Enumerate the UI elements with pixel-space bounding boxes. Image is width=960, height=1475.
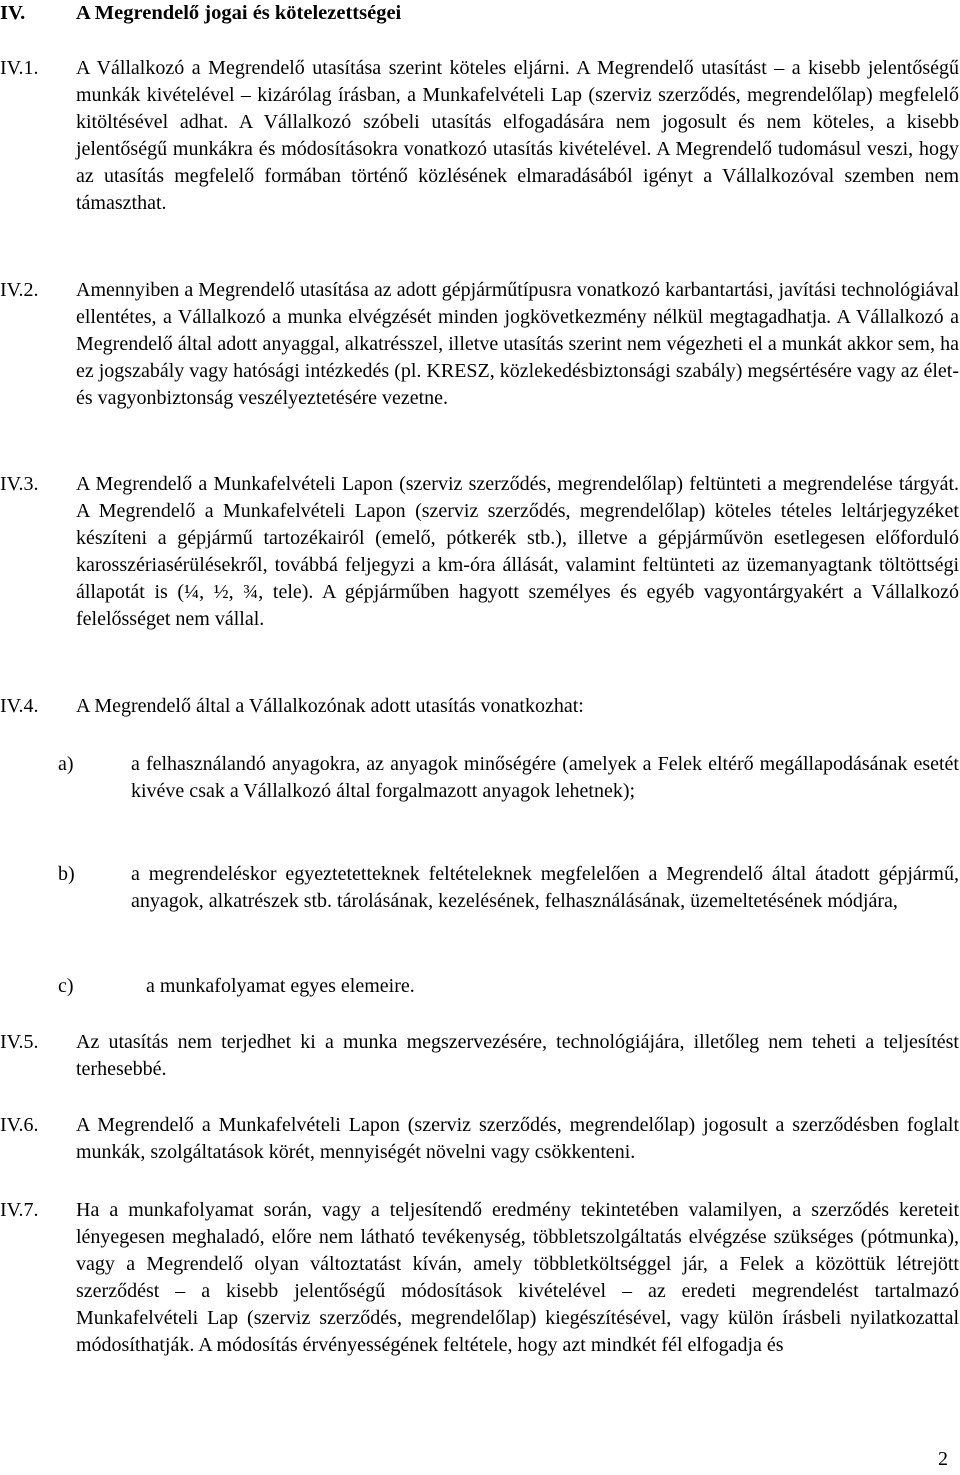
list-item-text: a felhasználandó anyagokra, az anyagok minőségére (amelyek a Felek eltérő megállapodásának esetét kivéve csak a Vállalkozó által forgalmazott anyagok lehetnek);: [131, 753, 959, 803]
section-iv-3: [0, 471, 960, 634]
list-item-b: [0, 861, 960, 915]
section-number: IV.6.: [0, 1114, 39, 1136]
section-number: IV.7.: [0, 1199, 39, 1221]
chapter-title: A Megrendelő jogai és kötelezettségei: [76, 2, 402, 24]
section-text: A Vállalkozó a Megrendelő utasítása szerint köteles eljárni. A Megrendelő utasítást – a kisebb jelentőségű munkák kivételével – kizárólag írásban, a Munkafelvételi Lap (szerviz szerződés, megrendelőlap) megfelelő kitöltésével adhat. A Vállalkozó szóbeli utasítás elfogadására nem jogosult és nem köteles, a kisebb jelentőségű munkákra és módosításokra vonatkozó utasítás kivételével. A Megrendelő tudomásul veszi, hogy az utasítás megfelelő formában történő közlésének elmaradásából igényt a Vállalkozóval szemben nem támaszthat.: [76, 57, 959, 215]
page-number: 2: [938, 1448, 948, 1470]
section-text: A Megrendelő a Munkafelvételi Lapon (szerviz szerződés, megrendelőlap) feltünteti a megrendelése tárgyát. A Megrendelő a Munkafelvételi Lapon (szerviz szerződés, megrendelőlap) köteles tételes leltárjegyzéket készíteni a gépjármű tartozékairól (emelő, pótkerék stb.), illetve a gépjárművön esetlegesen előforduló karosszériasérülésekről, továbbá feljegyzi a km-óra állását, valamint feltünteti az üzemanyagtank töltöttségi állapotát is (¼, ½, ¾, tele). A gépjárműben hagyott személyes és egyéb vagyontárgyakért a Vállalkozó felelősséget nem vállal.: [76, 473, 959, 631]
list-item-label: a): [58, 753, 74, 775]
section-iv-5: [0, 1029, 960, 1083]
section-iv-2: [0, 277, 960, 412]
section-number: IV.1.: [0, 57, 39, 79]
section-iv-4: [0, 693, 960, 720]
section-iv-1: [0, 55, 960, 218]
section-iv-6: [0, 1112, 960, 1166]
section-number: IV.2.: [0, 279, 39, 301]
list-item-text: a megrendeléskor egyeztetetteknek feltételeknek megfelelően a Megrendelő által átadott gépjármű, anyagok, alkatrészek stb. tárolásának, kezelésének, felhasználásának, üzemeltetésének módjára,: [131, 863, 959, 913]
section-number: IV.4.: [0, 695, 39, 717]
section-number: IV.5.: [0, 1031, 39, 1053]
section-text: Amennyiben a Megrendelő utasítása az adott gépjárműtípusra vonatkozó karbantartási, javítási technológiával ellentétes, a Vállalkozó a munka elvégzését minden jogkövetkezmény nélkül megtagadhatja. A Vállalkozó a Megrendelő által adott anyaggal, alkatrésszel, illetve utasítás szerint nem végezheti el a munkát akkor sem, ha ez jogszabály vagy hatósági intézkedés (pl. KRESZ, közlekedésbiztonsági szabály) megsértésére vagy az élet- és vagyonbiztonság veszélyeztetésére vezetne.: [76, 279, 959, 410]
section-text: Az utasítás nem terjedhet ki a munka megszervezésére, technológiájára, illetőleg nem teheti a teljesítést terhesebbé.: [76, 1031, 959, 1081]
chapter-number: IV.: [0, 2, 26, 24]
list-item-label: b): [58, 863, 75, 885]
list-item-text: a munkafolyamat egyes elemeire.: [146, 975, 415, 997]
section-number: IV.3.: [0, 473, 39, 495]
section-text: A Megrendelő a Munkafelvételi Lapon (szerviz szerződés, megrendelőlap) jogosult a szerződésben foglalt munkák, szolgáltatások körét, mennyiségét növelni vagy csökkenteni.: [76, 1114, 959, 1164]
chapter-heading: [0, 0, 960, 28]
list-item-c: [0, 973, 960, 1000]
section-iv-7: [0, 1197, 960, 1360]
list-item-label: c): [58, 975, 74, 997]
list-item-a: [0, 751, 960, 805]
section-text: A Megrendelő által a Vállalkozónak adott utasítás vonatkozhat:: [76, 695, 584, 717]
section-text: Ha a munkafolyamat során, vagy a teljesítendő eredmény tekintetében valamilyen, a szerződés kereteit lényegesen meghaladó, előre nem látható tevékenység, többletszolgáltatás elvégzése szükséges (pótmunka), vagy a Megrendelő olyan változtatást kíván, amely többletköltséggel jár, a Felek a közöttük létrejött szerződést – a kisebb jelentőségű módosítások kivételével – az eredeti megrendelést tartalmazó Munkafelvételi Lap (szerviz szerződés, megrendelőlap) kiegészítésével, vagy külön írásbeli nyilatkozattal módosíthatják. A módosítás érvényességének feltétele, hogy azt mindkét fél elfogadja és: [76, 1199, 959, 1357]
